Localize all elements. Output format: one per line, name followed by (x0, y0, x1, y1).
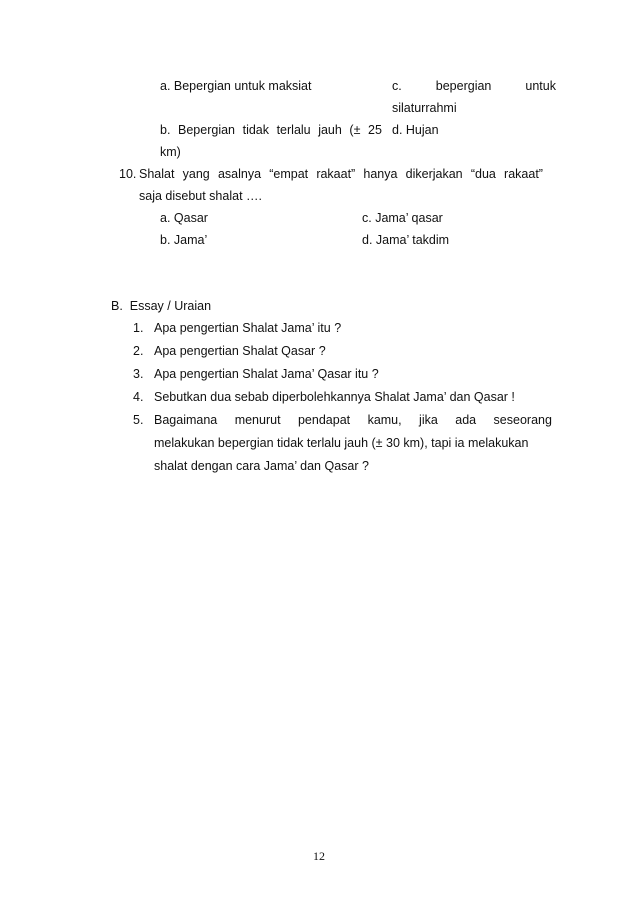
q10-word: asalnya (217, 167, 262, 181)
essay-item-5-word: Bagaimana (154, 413, 218, 427)
essay-item-text: Apa pengertian Shalat Jama’ Qasar itu ? (154, 367, 379, 381)
q9-option-b-word: (± (349, 123, 361, 137)
q10-word: dikerjakan (405, 167, 463, 181)
q9-option-b-word: b. (160, 123, 171, 137)
q9-option-b-word: Bepergian (178, 123, 236, 137)
essay-item-number: 2. (133, 344, 144, 358)
section-b-heading: B. Essay / Uraian (111, 299, 212, 313)
essay-item-number: 3. (133, 367, 144, 381)
q10-word: hanya (363, 167, 398, 181)
q9-option-b-word: terlalu (276, 123, 311, 137)
q10-word: rakaat” (504, 167, 543, 181)
essay-item-text: Sebutkan dua sebab diperbolehkannya Shalat Jama’ dan Qasar ! (154, 390, 515, 404)
q10-option-b: b. Jama’ (160, 233, 208, 247)
q9-option-c-continuation: silaturrahmi (392, 101, 457, 115)
q10-word: “empat (269, 167, 309, 181)
essay-item-5-word: menurut (234, 413, 281, 427)
q10-number: 10. (119, 167, 137, 181)
essay-item-5-word: jika (419, 413, 438, 427)
q9-option-d: d. Hujan (392, 123, 439, 137)
q9-option-c-word: untuk (525, 79, 556, 93)
essay-item-number: 1. (133, 321, 144, 335)
essay-item-number: 4. (133, 390, 144, 404)
q9-option-a: a. Bepergian untuk maksiat (160, 79, 312, 93)
essay-item-text: Apa pengertian Shalat Jama’ itu ? (154, 321, 342, 335)
q10-option-c: c. Jama’ qasar (362, 211, 443, 225)
page-number: 12 (313, 849, 325, 863)
q10-option-a: a. Qasar (160, 211, 208, 225)
essay-item-5-line3: shalat dengan cara Jama’ dan Qasar ? (154, 459, 369, 473)
q10-word: rakaat” (316, 167, 356, 181)
essay-item-number: 5. (133, 413, 144, 427)
q9-option-c-word: c. (392, 79, 402, 93)
essay-item-5-line1 (154, 412, 552, 428)
essay-item-5-word: kamu, (367, 413, 402, 427)
essay-item-5-word: seseorang (493, 413, 552, 427)
essay-item-5-word: ada (455, 413, 477, 427)
essay-item-5-word: pendapat (297, 413, 351, 427)
q9-option-c-word: bepergian (435, 79, 492, 93)
q9-option-b-continuation: km) (160, 145, 181, 159)
q10-option-d: d. Jama’ takdim (362, 233, 450, 247)
q9-option-b-word: 25 (368, 123, 382, 137)
q10-question-line1 (139, 166, 543, 182)
q9-option-c (392, 78, 556, 94)
q9-option-b-word: tidak (242, 123, 269, 137)
q9-option-b-word: jauh (318, 123, 342, 137)
essay-item-text: Apa pengertian Shalat Qasar ? (154, 344, 326, 358)
q10-word: yang (182, 167, 210, 181)
q10-question-line2: saja disebut shalat …. (139, 189, 262, 203)
essay-item-5-line2: melakukan bepergian tidak terlalu jauh (± 30 km), tapi ia melakukan (154, 436, 529, 450)
q10-word: “dua (470, 167, 496, 181)
q10-word: Shalat (139, 167, 175, 181)
q9-option-b (160, 122, 382, 138)
